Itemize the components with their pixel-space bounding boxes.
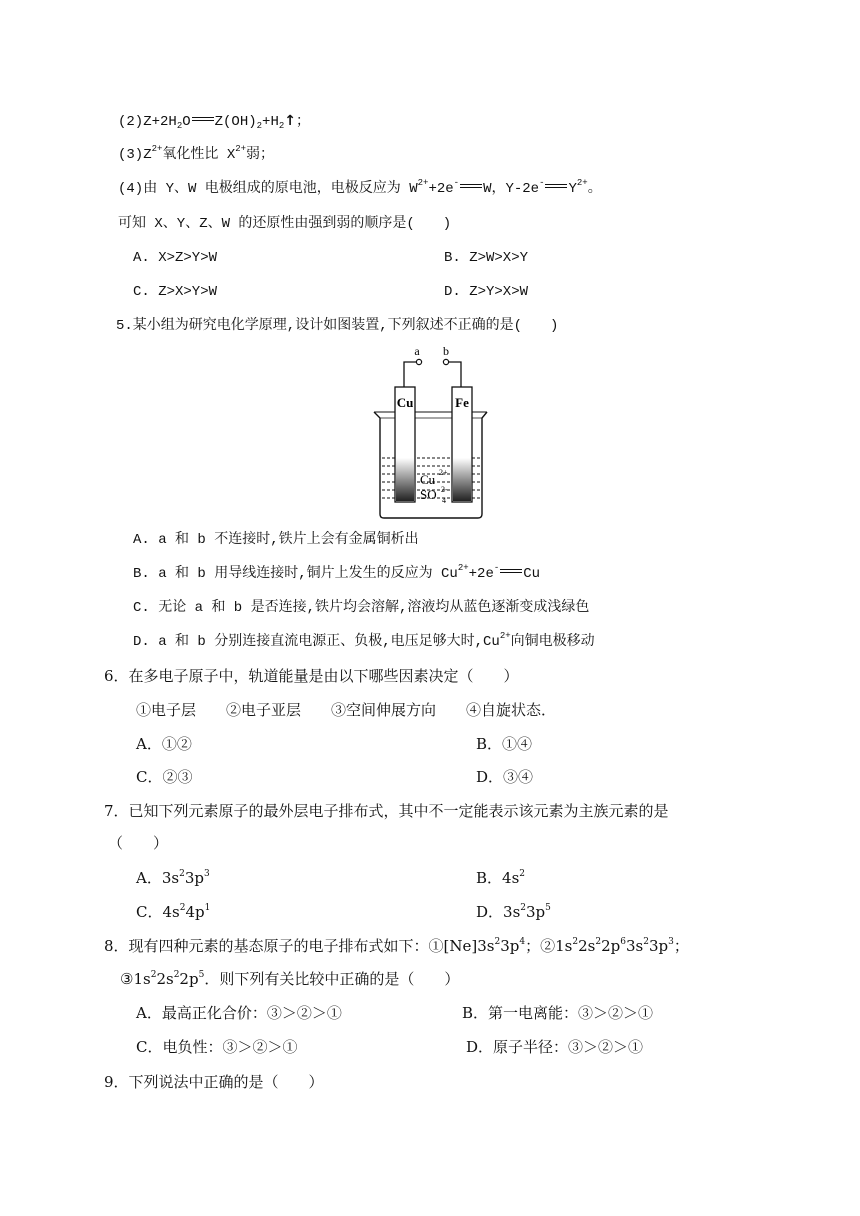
q7-option-d: D．$3s^23p^5$ [476,903,551,921]
sulfate-ion-label: SO [420,487,437,502]
q4-option-a: A. X>Z>Y>W [133,250,218,266]
q5-stem: 5.某小组为研究电化学原理,设计如图装置,下列叙述不正确的是( ) [116,318,559,334]
q6-option-b: B．①④ [476,735,533,753]
q7-option-c: C．$4s^24p^1$ [136,903,211,921]
sulfate-ion-charge: 2- [441,485,448,494]
q7-stem: 7．已知下列元素原子的最外层电子排布式，其中不一定能表示该元素为主族元素的是 [104,802,669,820]
q9-stem: 9．下列说法中正确的是（ ） [104,1073,324,1091]
copper-electrode-label: Cu [396,395,414,410]
terminal-a-label: a [414,344,420,358]
q8-stem-line1: 8．现有四种元素的基态原子的电子排布式如下：$①[Ne]3s^23p^4$；$②1s^22s^22p^63s^23p^3$； [104,937,689,955]
q5-option-c: C. 无论 a 和 b 是否连接,铁片均会溶解,溶液均从蓝色逐渐变成浅绿色 [133,600,590,616]
sulfate-ion-subscript: 4 [442,496,446,505]
q4-option-b: B. Z>W>X>Y [444,250,529,266]
q4-condition-2: $(2)Z+2H_2O$ $Z(OH)_2+H_2↑$； [118,113,310,131]
q4-option-d: D. Z>Y>X>W [444,284,529,300]
copper-ion-label: Cu [420,472,436,487]
q6-option-c: C．②③ [136,768,193,786]
q6-option-d: D．③④ [476,768,534,786]
q7-answer-paren: （ ） [108,834,169,852]
q7-option-b: B．$4s^2$ [476,869,526,887]
q4-question: 可知 X、Y、Z、W 的还原性由强到弱的顺序是( ) [118,216,452,232]
q8-option-a: A．最高正化合价：③＞②＞① [136,1004,342,1022]
copper-ion-charge: 2+ [439,468,448,477]
q7-option-a: A．$3s^23p^3$ [136,869,210,887]
terminal-b-label: b [443,344,449,358]
q4-condition-4: (4)由 Y、W 电极组成的原电池，电极反应为 $W^{2+}+2e^-$ W，Y-2e- $Y^{2+}$。 [118,178,602,197]
q6-stem: 6．在多电子原子中，轨道能量是由以下哪些因素决定（ ） [104,667,519,685]
q6-option-a: A．①② [136,735,192,753]
equals-bar [192,117,214,121]
iron-electrode-label: Fe [455,395,469,410]
q8-option-d: D．原子半径：③＞②＞① [466,1038,644,1056]
q8-option-b: B．第一电离能：③＞②＞① [462,1004,654,1022]
q5-option-a: A. a 和 b 不连接时,铁片上会有金属铜析出 [133,532,419,548]
electrochemical-cell-diagram [370,344,490,522]
q8-option-c: C．电负性：③＞②＞① [136,1038,298,1056]
q5-option-d: D. a 和 b 分别连接直流电源正、负极,电压足够大时$,Cu^{2+}$向铜电极移动 [133,631,595,650]
q5-option-b: B. a 和 b 用导线连接时,铜片上发生的反应为 $Cu^{2+}+2e^-$ Cu [133,563,541,582]
q8-stem-line2: $③1s^22s^22p^5$．则下列有关比较中正确的是（ ） [120,970,460,988]
q4-condition-3: $(3)Z^{2+}$氧化性比 $X^{2+}$弱； [118,144,275,163]
q6-factors: ①电子层 ②电子亚层 ③空间伸展方向 ④自旋状态． [136,701,557,719]
q4-option-c: C. Z>X>Y>W [133,284,218,300]
